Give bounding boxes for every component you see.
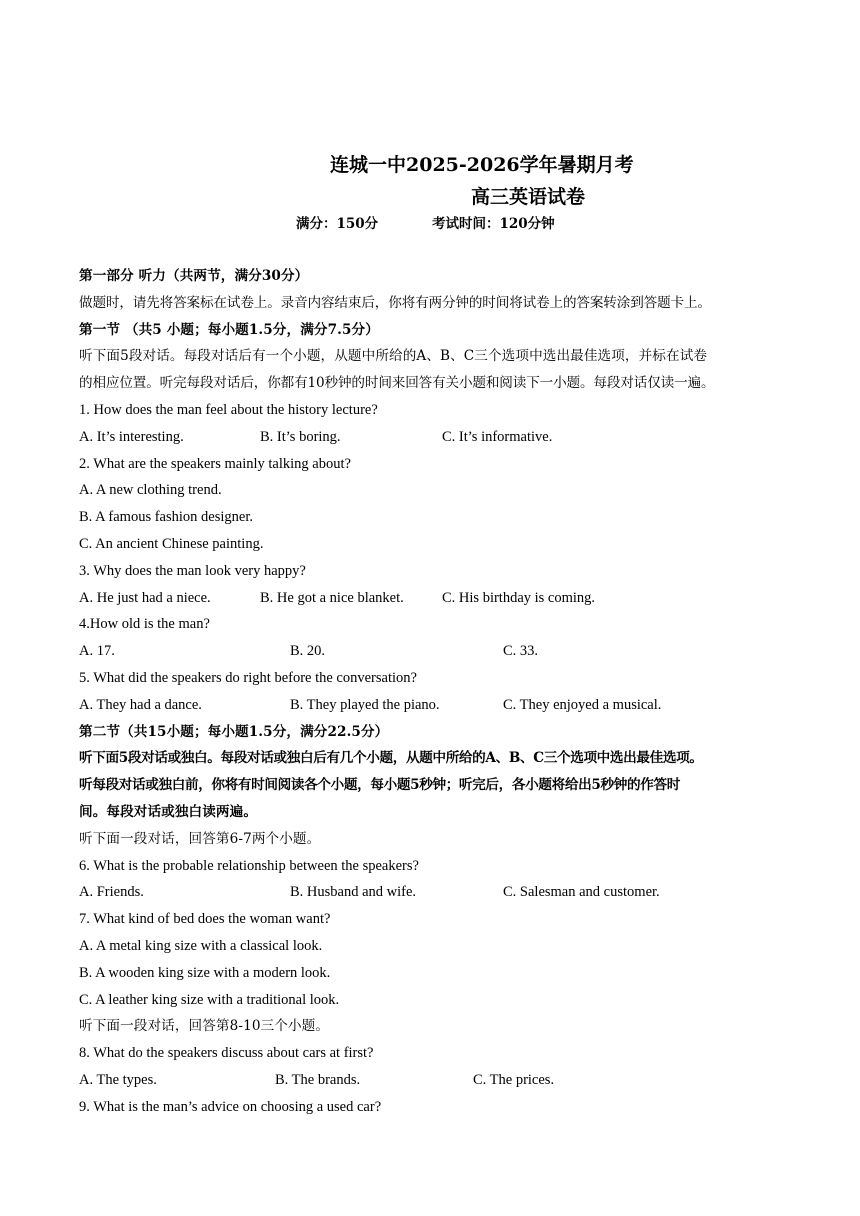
option-a: A. 17.	[79, 643, 115, 660]
section1-instructions-1: 听下面5段对话。每段对话后有一个小题，从题中所给的A、B、C三个选项中选出最佳选项，并标在试卷	[79, 348, 708, 365]
option-a: A. Friends.	[79, 884, 144, 901]
option-b: B. It’s boring.	[260, 428, 341, 445]
question-options-row	[79, 1067, 799, 1094]
option-b: B. A famous fashion designer.	[79, 509, 253, 526]
option-a: A. The types.	[79, 1071, 157, 1088]
option-a: A. They had a dance.	[79, 696, 202, 713]
option-b: B. 20.	[290, 643, 326, 660]
option-a: A. A new clothing trend.	[79, 482, 222, 499]
section2-heading: 第二节（共15小题；每小题1.5分，满分22.5分）	[79, 723, 389, 740]
question-options-row	[79, 585, 799, 612]
question-stem: 1. How does the man feel about the history lecture?	[79, 401, 378, 418]
part1-heading: 第一部分 听力（共两节，满分30分）	[79, 268, 309, 284]
option-c: C. 33.	[503, 643, 539, 660]
option-b: B. The brands.	[275, 1071, 361, 1088]
option-c: C. An ancient Chinese painting.	[79, 535, 264, 552]
question-options-row	[79, 424, 799, 451]
question-options-row	[79, 692, 799, 719]
option-c: C. They enjoyed a musical.	[503, 696, 662, 713]
question-stem: 6. What is the probable relationship between the speakers?	[79, 857, 419, 874]
group-instruction: 听下面一段对话，回答第6-7两个小题。	[79, 830, 321, 847]
question-stem: 5. What did the speakers do right before the conversation?	[79, 669, 417, 686]
option-b: B. A wooden king size with a modern look.	[79, 964, 331, 981]
exam-title: 连城一中2025-2026学年暑期月考	[330, 154, 634, 176]
section2-instructions-3: 间。每段对话或独白读两遍。	[79, 803, 258, 820]
question-stem: 9. What is the man’s advice on choosing a used car?	[79, 1098, 382, 1115]
section1-instructions-2: 的相应位置。听完每段对话后，你都有10秒钟的时间来回答有关小题和阅读下一小题。每段对话仅读一遍。	[79, 375, 715, 392]
option-a: A. It’s interesting.	[79, 428, 184, 445]
option-c: C. Salesman and customer.	[503, 884, 660, 901]
option-b: B. Husband and wife.	[290, 884, 417, 901]
section1-heading: 第一节 （共5 小题；每小题1.5分，满分7.5分）	[79, 321, 379, 338]
question-stem: 2. What are the speakers mainly talking about?	[79, 455, 351, 472]
option-b: B. They played the piano.	[290, 696, 440, 713]
question-stem: 4.How old is the man?	[79, 616, 210, 633]
exam-body	[79, 263, 799, 1121]
part1-instructions: 做题时，请先将答案标在试卷上。录音内容结束后，你将有两分钟的时间将试卷上的答案转涂到答题卡上。	[79, 294, 711, 311]
option-c: C. It’s informative.	[442, 428, 553, 445]
question-stem: 7. What kind of bed does the woman want?	[79, 911, 331, 928]
exam-subtitle: 高三英语试卷	[471, 186, 586, 208]
option-a: A. A metal king size with a classical look.	[79, 937, 323, 954]
group-instruction: 听下面一段对话，回答第8-10三个小题。	[79, 1018, 330, 1035]
option-c: C. A leather king size with a traditional look.	[79, 991, 340, 1008]
question-stem: 8. What do the speakers discuss about cars at first?	[79, 1045, 374, 1062]
option-c: C. His birthday is coming.	[442, 589, 596, 606]
question-options-row	[79, 879, 799, 906]
option-b: B. He got a nice blanket.	[260, 589, 404, 606]
exam-time: 考试时间：120分钟	[432, 216, 555, 232]
full-score: 满分：150分	[296, 216, 379, 232]
section2-instructions-2: 听每段对话或独白前，你将有时间阅读各个小题，每小题5秒钟；听完后，各小题将给出5秒钟的作答时	[79, 777, 680, 794]
question-stem: 3. Why does the man look very happy?	[79, 562, 306, 579]
section2-instructions-1: 听下面5段对话或独白。每段对话或独白后有几个小题，从题中所给的A、B、C三个选项中选出最佳选项。	[79, 750, 703, 767]
question-options-row	[79, 638, 799, 665]
option-a: A. He just had a niece.	[79, 589, 211, 606]
option-c: C. The prices.	[473, 1071, 555, 1088]
